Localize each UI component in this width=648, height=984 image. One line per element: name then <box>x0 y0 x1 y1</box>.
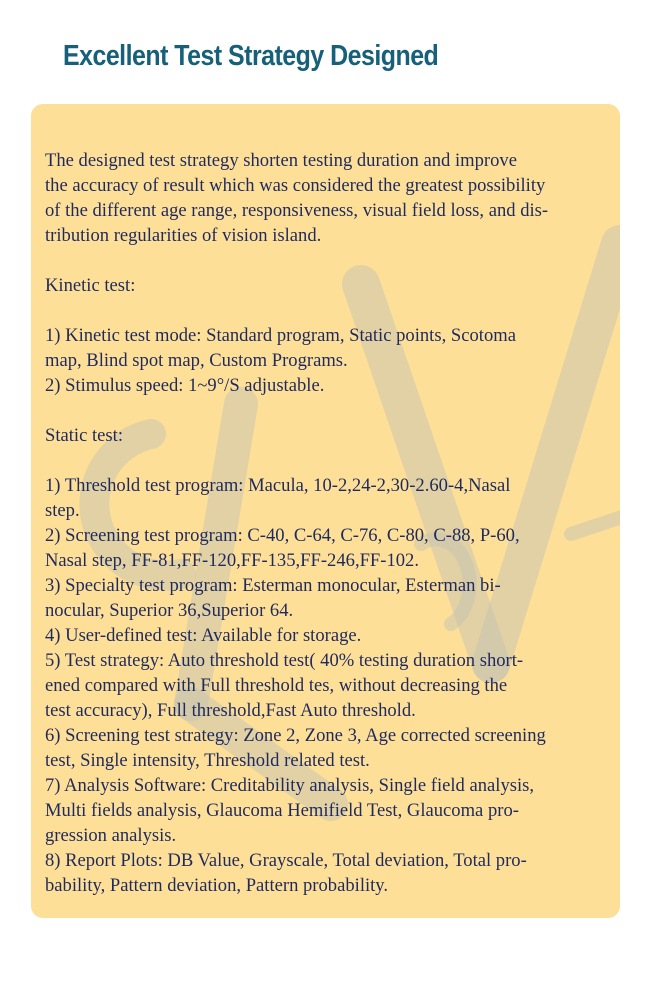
list-item: 1) Threshold test program: Macula, 10-2,24-2,30-2.60-4,Nasal step. <box>45 475 511 521</box>
static-heading: Static test: <box>45 425 123 446</box>
list-item: 4) User-defined test: Available for storage. <box>45 625 362 646</box>
list-item: 5) Test strategy: Auto threshold test( 40% testing duration short- ened compared with Full threshold tes, without decreasing the test accuracy), Full threshold,Fast Auto threshold. <box>45 650 524 721</box>
content-panel <box>31 104 620 918</box>
panel-text <box>45 148 620 898</box>
list-item: 7) Analysis Software: Creditability analysis, Single field analysis, Multi fields analysis, Glaucoma Hemifield Test, Glaucoma pro- gression analysis. <box>45 775 535 846</box>
list-item: 8) Report Plots: DB Value, Grayscale, Total deviation, Total pro- bability, Pattern deviation, Pattern probability. <box>45 850 527 896</box>
list-item: 2) Stimulus speed: 1~9°/S adjustable. <box>45 375 325 396</box>
page-title: Excellent Test Strategy Designed <box>63 40 439 72</box>
intro-paragraph <box>45 148 620 248</box>
intro-line: tribution regularities of vision island. <box>45 225 322 246</box>
kinetic-heading: Kinetic test: <box>45 275 136 296</box>
list-item: 6) Screening test strategy: Zone 2, Zone 3, Age corrected screening test, Single intensity, Threshold related test. <box>45 725 546 771</box>
intro-line: the accuracy of result which was considered the greatest possibility <box>45 175 546 196</box>
intro-line: The designed test strategy shorten testing duration and improve <box>45 150 517 171</box>
list-item: 1) Kinetic test mode: Standard program, Static points, Scotoma map, Blind spot map, Custom Programs. <box>45 325 516 371</box>
static-list <box>45 473 620 898</box>
kinetic-list <box>45 323 620 398</box>
list-item: 3) Specialty test program: Esterman monocular, Esterman bi- nocular, Superior 36,Superior 64. <box>45 575 501 621</box>
list-item: 2) Screening test program: C-40, C-64, C-76, C-80, C-88, P-60, Nasal step, FF-81,FF-120,FF-135,FF-246,FF-102. <box>45 525 520 571</box>
intro-line: of the different age range, responsiveness, visual field loss, and dis- <box>45 200 549 221</box>
